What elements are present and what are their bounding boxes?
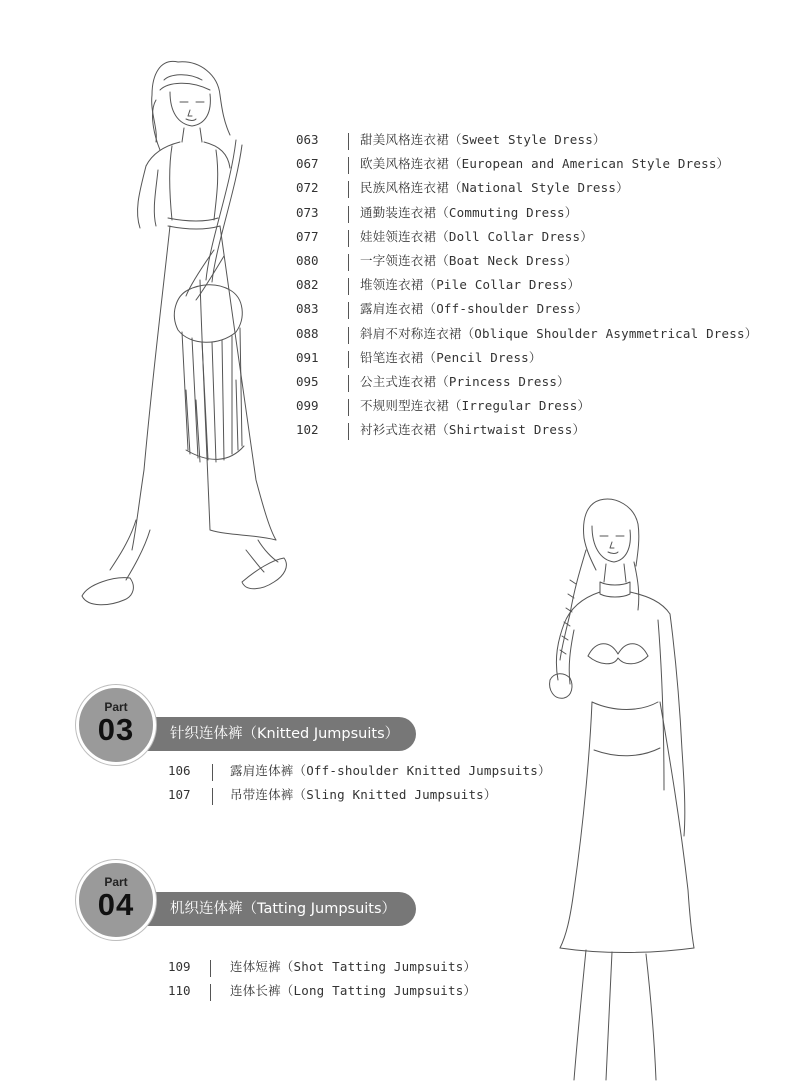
toc-dresses xyxy=(296,130,756,444)
toc-page-number: 109 xyxy=(168,959,191,974)
toc-part4 xyxy=(168,957,588,1005)
toc-divider xyxy=(348,181,349,198)
toc-row xyxy=(296,299,756,323)
toc-entry-title: 不规则型连衣裙（Irregular Dress） xyxy=(360,398,591,414)
part4-number: 04 xyxy=(97,887,135,922)
toc-page-number: 107 xyxy=(168,787,191,803)
toc-divider xyxy=(348,230,349,247)
part4-label: Part xyxy=(104,875,128,889)
part4-header xyxy=(76,860,416,955)
toc-entry-title: 甜美风格连衣裙（Sweet Style Dress） xyxy=(360,132,606,147)
toc-entry-title: 吊带连体裤（Sling Knitted Jumpsuits） xyxy=(230,787,497,803)
toc-page-number: 106 xyxy=(168,763,191,778)
toc-page-number: 077 xyxy=(296,228,319,244)
toc-entry-title: 公主式连衣裙（Princess Dress） xyxy=(360,373,570,389)
toc-entry-title: 露肩连衣裙（Off-shoulder Dress） xyxy=(360,301,588,317)
part3-heading: 针织连体裤（Knitted Jumpsuits） xyxy=(132,717,416,751)
toc-row xyxy=(296,130,756,154)
toc-page-number: 063 xyxy=(296,132,319,147)
toc-part3 xyxy=(168,761,588,809)
toc-divider xyxy=(348,302,349,319)
toc-divider xyxy=(348,133,349,150)
toc-entry-title: 欧美风格连衣裙（European and American Style Dress） xyxy=(360,156,730,172)
toc-divider xyxy=(348,157,349,174)
toc-row xyxy=(296,275,756,299)
toc-entry-title: 民族风格连衣裙（National Style Dress） xyxy=(360,180,629,196)
toc-divider xyxy=(348,327,349,344)
toc-row xyxy=(296,324,756,348)
toc-divider xyxy=(348,375,349,392)
fashion-illustration-long-dress xyxy=(60,50,300,620)
toc-entry-title: 堆领连衣裙（Pile Collar Dress） xyxy=(360,277,581,293)
toc-page-number: 091 xyxy=(296,349,319,365)
toc-entry-title: 露肩连体裤（Off-shoulder Knitted Jumpsuits） xyxy=(230,763,551,778)
toc-page-number: 080 xyxy=(296,252,319,268)
part4-badge xyxy=(76,860,156,940)
toc-row xyxy=(296,178,756,202)
toc-divider xyxy=(348,399,349,416)
toc-entry-title: 铅笔连衣裙（Pencil Dress） xyxy=(360,349,542,365)
toc-row xyxy=(296,251,756,275)
toc-row xyxy=(296,396,756,420)
toc-divider xyxy=(348,278,349,295)
part3-label: Part xyxy=(104,700,128,714)
toc-row xyxy=(168,981,588,1005)
toc-entry-title: 连体长裤（Long Tatting Jumpsuits） xyxy=(230,983,477,999)
toc-page-number: 073 xyxy=(296,204,319,220)
toc-row xyxy=(296,154,756,178)
part4-heading: 机织连体裤（Tatting Jumpsuits） xyxy=(132,892,416,926)
part3-number: 03 xyxy=(97,712,135,747)
toc-page-number: 067 xyxy=(296,156,319,172)
toc-divider xyxy=(348,206,349,223)
toc-row xyxy=(168,957,588,981)
toc-entry-title: 衬衫式连衣裙（Shirtwaist Dress） xyxy=(360,422,586,438)
toc-page-number: 102 xyxy=(296,422,319,438)
toc-divider xyxy=(348,351,349,368)
toc-row xyxy=(168,785,588,809)
toc-divider xyxy=(348,254,349,271)
toc-page-number: 095 xyxy=(296,373,319,389)
toc-row xyxy=(296,348,756,372)
toc-page-number: 110 xyxy=(168,983,191,999)
toc-page-number: 082 xyxy=(296,277,319,293)
toc-divider xyxy=(210,984,211,1001)
toc-page-number: 088 xyxy=(296,325,319,341)
toc-divider xyxy=(210,960,211,977)
toc-divider xyxy=(348,423,349,440)
toc-page-number: 072 xyxy=(296,180,319,196)
toc-divider xyxy=(212,788,213,805)
toc-row xyxy=(168,761,588,785)
part3-badge xyxy=(76,685,156,765)
toc-entry-title: 娃娃领连衣裙（Doll Collar Dress） xyxy=(360,228,593,244)
toc-entry-title: 连体短裤（Shot Tatting Jumpsuits） xyxy=(230,959,477,974)
toc-page-number: 083 xyxy=(296,301,319,317)
toc-row xyxy=(296,420,756,444)
toc-row xyxy=(296,227,756,251)
toc-page-number: 099 xyxy=(296,398,319,414)
toc-entry-title: 斜肩不对称连衣裙（Oblique Shoulder Asymmetrical Dress） xyxy=(360,325,758,341)
toc-entry-title: 一字领连衣裙（Boat Neck Dress） xyxy=(360,252,578,268)
toc-row xyxy=(296,203,756,227)
toc-entry-title: 通勤装连衣裙（Commuting Dress） xyxy=(360,204,578,220)
toc-row xyxy=(296,372,756,396)
toc-divider xyxy=(212,764,213,781)
